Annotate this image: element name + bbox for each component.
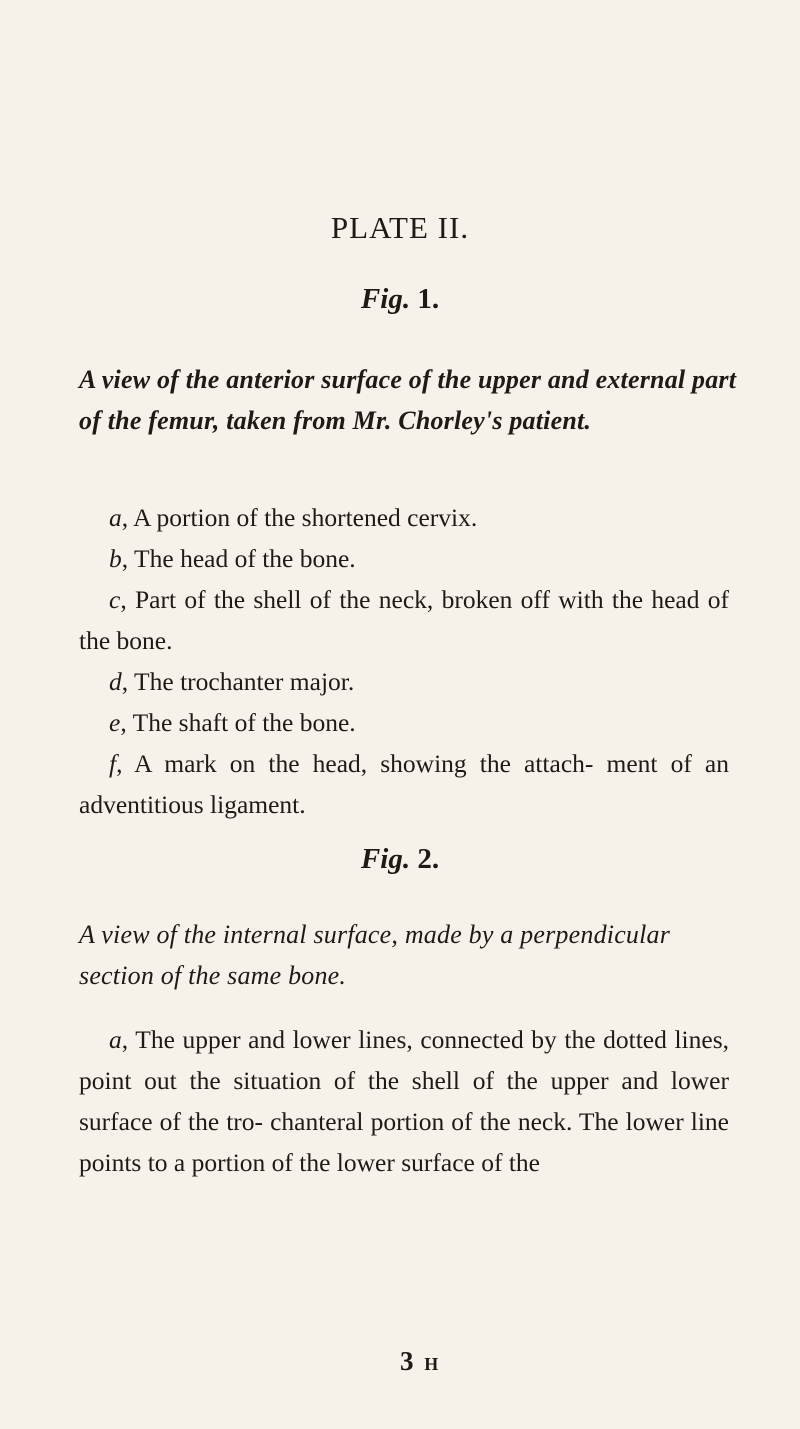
legend-item: f, A mark on the head, showing the attach- ment of an adventitious ligament.: [79, 749, 730, 819]
legend-letter: b: [109, 544, 122, 573]
legend-item: d, The trochanter major.: [109, 667, 355, 696]
legend-letter: a: [109, 1025, 122, 1054]
legend-letter: c: [109, 585, 121, 614]
legend-item: b, The head of the bone.: [109, 544, 356, 573]
legend-item: a, A portion of the shortened cervix.: [109, 503, 478, 532]
legend-letter: f: [109, 749, 117, 778]
plate-title: PLATE II.: [330, 210, 470, 245]
legend-text: The shaft of the bone.: [132, 708, 356, 737]
legend-letter: d: [109, 667, 122, 696]
legend-text: The upper and lower lines, connected by the dotted lines, point out the situation of the shell of the upper and lower surface of the tro- chanteral portion of the neck. The lower line points to a portion of the lower surface of the: [79, 1025, 729, 1177]
signature-mark: [400, 1346, 600, 1377]
legend-text: The head of the bone.: [134, 544, 356, 573]
figure-1-caption: A view of the anterior surface of the upper and external part of the femur, taken from Mr. Chorley's patient.: [79, 365, 737, 435]
legend-text: Part of the shell of the neck, broken off with the head of the bone.: [79, 585, 729, 655]
signature-letter: H: [424, 1354, 441, 1374]
figure-1-legend: [79, 497, 729, 825]
figure-2-legend: [79, 1019, 729, 1183]
legend-letter: e: [109, 708, 121, 737]
figure-1-number: 1.: [417, 283, 440, 315]
figure-2-label: Fig.: [360, 843, 411, 875]
legend-item: a, The upper and lower lines, connected by the dotted lines, point out the situation of the shell of the upper and lower surface of the tro- chanteral portion of the neck. The lower line points to a portion of the lower surface of the: [79, 1025, 729, 1177]
figure-1-label: Fig.: [360, 283, 411, 315]
legend-text: The trochanter major.: [134, 667, 355, 696]
legend-item: e, The shaft of the bone.: [109, 708, 356, 737]
legend-text: A mark on the head, showing the attach- ment of an adventitious ligament.: [79, 749, 730, 819]
legend-text: A portion of the shortened cervix.: [133, 503, 478, 532]
figure-2-heading: [0, 843, 800, 876]
legend-letter: a: [109, 503, 122, 532]
figure-2-number: 2.: [417, 843, 440, 875]
legend-item: c, Part of the shell of the neck, broken off with the head of the bone.: [79, 585, 729, 655]
figure-2-caption: A view of the internal surface, made by a perpendicular section of the same bone.: [79, 920, 671, 990]
signature-number: 3: [400, 1346, 416, 1376]
figure-1-heading: [0, 283, 800, 316]
